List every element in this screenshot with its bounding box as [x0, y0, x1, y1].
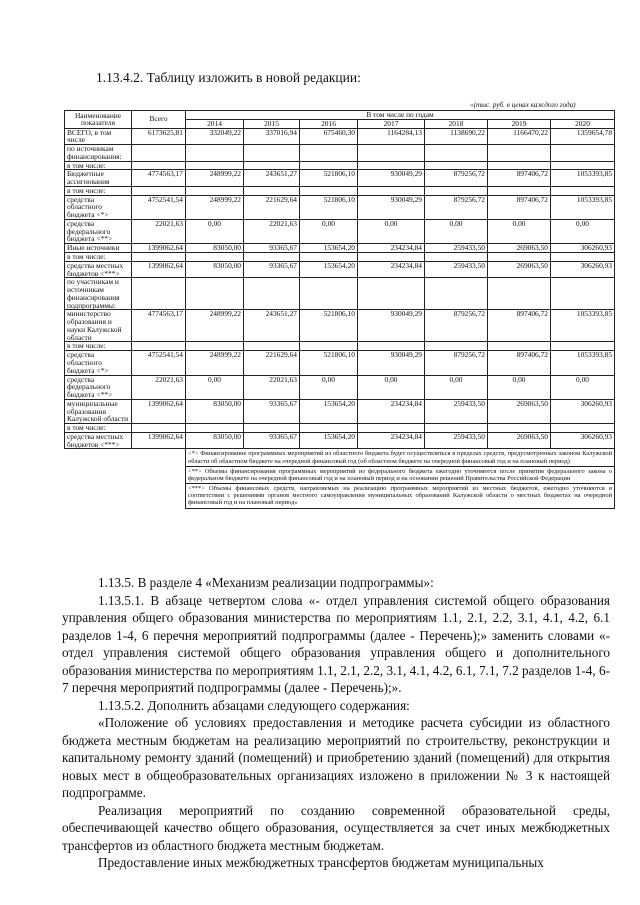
- paragraph: Предоставление иных межбюджетных трансфертов бюджетам муниципальных: [98, 855, 544, 870]
- cell-total: [132, 278, 186, 310]
- cell-value: 153654,20: [300, 399, 358, 423]
- cell-value: [186, 253, 244, 262]
- table-row: [65, 432, 615, 449]
- table-row: [65, 278, 615, 310]
- row-label: по источникам финансирования:: [65, 145, 132, 162]
- row-label: муниципальные образования Калужской области: [65, 399, 132, 423]
- row-label: министерство образования и науки Калужской области: [65, 310, 132, 342]
- table-row: [65, 170, 615, 187]
- row-label: средства федерального бюджета <**>: [65, 375, 132, 399]
- cell-value: [425, 253, 488, 262]
- note-spacer: [65, 484, 186, 509]
- cell-value: [358, 186, 425, 195]
- cell-value: [551, 253, 615, 262]
- cell-value: 0,00: [488, 375, 551, 399]
- row-label: в том числе:: [65, 253, 132, 262]
- cell-value: [300, 253, 358, 262]
- cell-total: 22021,63: [132, 219, 186, 243]
- cell-total: 6173625,81: [132, 128, 186, 145]
- cell-total: 4774563,17: [132, 310, 186, 342]
- footnote: <***> Объемы финансовых средств, направляемых на реализацию программных мероприятий из местных бюджетов, ежегодно уточняются в соответствии с решениями органов местного самоуправления муниципальных образований Калужской области о местных бюджетах на очередной финансовый год и на плановый период»: [186, 484, 615, 509]
- cell-value: 1359654,78: [551, 128, 615, 145]
- table-row: [65, 128, 615, 145]
- cell-value: 93365,67: [244, 432, 300, 449]
- cell-value: 0,00: [358, 375, 425, 399]
- body-text: [62, 574, 610, 872]
- cell-value: 930049,29: [358, 195, 425, 219]
- cell-value: 879256,72: [425, 195, 488, 219]
- cell-total: 22021,63: [132, 375, 186, 399]
- cell-value: 521806,10: [300, 351, 358, 375]
- table-row: [65, 145, 615, 162]
- cell-value: 234234,84: [358, 432, 425, 449]
- cell-value: 248999,22: [186, 195, 244, 219]
- cell-value: 879256,72: [425, 351, 488, 375]
- cell-value: 1138690,22: [425, 128, 488, 145]
- cell-value: 1164284,13: [358, 128, 425, 145]
- table-body: [65, 128, 615, 508]
- cell-value: [551, 186, 615, 195]
- table-row: [65, 219, 615, 243]
- table-row: [65, 399, 615, 423]
- cell-value: [244, 186, 300, 195]
- paragraph: 1.13.5.2. Дополнить абзацами следующего содержания:: [98, 697, 410, 713]
- cell-value: 153654,20: [300, 244, 358, 253]
- paragraph: 1.13.5. В разделе 4 «Механизм реализации подпрограммы»:: [98, 575, 434, 590]
- cell-value: 930049,29: [358, 310, 425, 342]
- cell-value: 0,00: [186, 219, 244, 243]
- cell-value: 269063,50: [488, 244, 551, 253]
- cell-value: 879256,72: [425, 170, 488, 187]
- cell-value: 22021,63: [244, 375, 300, 399]
- cell-value: 234234,84: [358, 399, 425, 423]
- cell-value: 521806,10: [300, 170, 358, 187]
- row-label: ВСЕГО, в том числе: [65, 128, 132, 145]
- cell-value: [488, 253, 551, 262]
- header-total: Всего: [132, 111, 186, 129]
- cell-value: [425, 145, 488, 162]
- cell-value: 259433,50: [425, 399, 488, 423]
- cell-value: 259433,50: [425, 244, 488, 253]
- header-year: 2015: [244, 119, 300, 128]
- row-label: в том числе:: [65, 342, 132, 351]
- cell-value: 0,00: [488, 219, 551, 243]
- header-name: Наименование показателя: [65, 111, 132, 129]
- row-label: средства местных бюджетов <***>: [65, 261, 132, 278]
- cell-value: [186, 278, 244, 310]
- cell-total: 1399062,64: [132, 399, 186, 423]
- note-spacer: [65, 449, 186, 466]
- note-spacer: [65, 466, 186, 483]
- cell-value: 306260,93: [551, 261, 615, 278]
- cell-value: 83050,00: [186, 244, 244, 253]
- table-row: [65, 310, 615, 342]
- cell-value: 248999,22: [186, 310, 244, 342]
- cell-total: [132, 145, 186, 162]
- cell-total: 1399062,64: [132, 432, 186, 449]
- paragraph: Реализация мероприятий по созданию современной образовательной среды, обеспечивающей качество общего образования, осуществляется за счет иных межбюджетных трансфертов из областного бюджета местным бюджетам.: [62, 802, 610, 853]
- row-label: средства областного бюджета <*>: [65, 351, 132, 375]
- row-label: в том числе:: [65, 424, 132, 433]
- cell-value: 234234,84: [358, 261, 425, 278]
- cell-value: 897406,72: [488, 195, 551, 219]
- cell-value: [186, 186, 244, 195]
- cell-value: 93365,67: [244, 399, 300, 423]
- section-heading: 1.13.4.2. Таблицу изложить в новой редакции:: [96, 70, 361, 85]
- cell-value: [358, 278, 425, 310]
- footnote: <**> Объемы финансирования программных мероприятий из федерального бюджета ежегодно уточняются после принятия федерального закона о федеральном бюджете на очередной финансовый год и на плановый период и на основании решений Правительства Российской Федерации: [186, 466, 615, 483]
- cell-value: 221629,64: [244, 195, 300, 219]
- row-label: в том числе:: [65, 161, 132, 170]
- cell-value: 306260,93: [551, 244, 615, 253]
- header-year: 2019: [488, 119, 551, 128]
- cell-value: 22021,63: [244, 219, 300, 243]
- header-year: 2020: [551, 119, 615, 128]
- cell-value: [300, 186, 358, 195]
- cell-value: 0,00: [425, 219, 488, 243]
- cell-value: 93365,67: [244, 261, 300, 278]
- cell-value: 306260,93: [551, 432, 615, 449]
- cell-value: 337016,94: [244, 128, 300, 145]
- cell-value: 248999,22: [186, 351, 244, 375]
- table-row: [65, 351, 615, 375]
- cell-total: 4752541,54: [132, 351, 186, 375]
- cell-value: 675460,30: [300, 128, 358, 145]
- cell-value: 879256,72: [425, 310, 488, 342]
- cell-value: 259433,50: [425, 432, 488, 449]
- header-year: 2018: [425, 119, 488, 128]
- cell-value: 269063,50: [488, 399, 551, 423]
- cell-value: 930049,29: [358, 351, 425, 375]
- cell-value: 897406,72: [488, 310, 551, 342]
- cell-value: [358, 253, 425, 262]
- cell-value: [244, 253, 300, 262]
- cell-value: 1053393,85: [551, 310, 615, 342]
- cell-value: 1053393,85: [551, 170, 615, 187]
- cell-value: 0,00: [425, 375, 488, 399]
- cell-value: 221629,64: [244, 351, 300, 375]
- table-row: [65, 261, 615, 278]
- header-year: 2014: [186, 119, 244, 128]
- cell-value: 521806,10: [300, 310, 358, 342]
- cell-value: 1053393,85: [551, 351, 615, 375]
- table-row: [65, 195, 615, 219]
- table-row: [65, 186, 615, 195]
- cell-value: 269063,50: [488, 261, 551, 278]
- cell-value: 269063,50: [488, 432, 551, 449]
- cell-value: 243651,27: [244, 170, 300, 187]
- paragraph: «Положение об условиях предоставления и методике расчета субсидии из областного бюджета местным бюджетам на реализацию мероприятий по строительству, реконструкции и капитальному ремонту зданий (помещений) и приобретению зданий (помещений) для открытия новых мест в общеобразовательных организациях изложено в приложении № 3 к настоящей подпрограмме.: [62, 715, 610, 800]
- cell-value: 243651,27: [244, 310, 300, 342]
- note-row: [65, 484, 615, 509]
- cell-value: [244, 145, 300, 162]
- cell-value: 897406,72: [488, 351, 551, 375]
- row-label: Бюджетные ассигнования: [65, 170, 132, 187]
- note-row: [65, 466, 615, 483]
- cell-value: 332049,22: [186, 128, 244, 145]
- cell-value: 83050,00: [186, 432, 244, 449]
- paragraph: 1.13.5.1. В абзаце четвертом слова «- отдел управления системой общего образования управления общего образования министерства по мероприятиям 1.1, 2.1, 2.2, 3.1, 4.1, 4.2, 6.1 разделов 1-4, 6 перечня мероприятий подпрограммы (далее - Перечень);» заменить словами «- отдел управления системой общего образования управления общего и дополнительного образования министерства по мероприятиям 1.1, 2.1, 2.2, 3.1, 4.1, 4.2, 6.1, 7.1, 7.2 разделов 1-4, 6-7 перечня мероприятий подпрограммы (далее - Перечень);».: [62, 592, 610, 695]
- cell-value: 897406,72: [488, 170, 551, 187]
- header-years-group: В том числе по годам: [186, 111, 615, 120]
- row-label: в том числе:: [65, 186, 132, 195]
- cell-value: 521806,10: [300, 195, 358, 219]
- cell-value: 306260,93: [551, 399, 615, 423]
- cell-value: 0,00: [300, 375, 358, 399]
- cell-total: 4774563,17: [132, 170, 186, 187]
- cell-value: 259433,50: [425, 261, 488, 278]
- cell-value: 0,00: [186, 375, 244, 399]
- cell-value: [358, 145, 425, 162]
- cell-value: 1166470,22: [488, 128, 551, 145]
- cell-value: [300, 145, 358, 162]
- cell-value: 248999,22: [186, 170, 244, 187]
- cell-value: 0,00: [551, 375, 615, 399]
- cell-value: [186, 145, 244, 162]
- cell-value: 0,00: [300, 219, 358, 243]
- table-row: [65, 375, 615, 399]
- cell-total: 4752541,54: [132, 195, 186, 219]
- cell-value: 930049,29: [358, 170, 425, 187]
- cell-total: [132, 186, 186, 195]
- cell-value: [425, 186, 488, 195]
- note-row: [65, 449, 615, 466]
- cell-value: [300, 278, 358, 310]
- row-label: по участникам и источникам финансирования подпрограммы:: [65, 278, 132, 310]
- cell-value: [244, 278, 300, 310]
- cell-value: [551, 278, 615, 310]
- table-row: [65, 244, 615, 253]
- row-label: средства областного бюджета <*>: [65, 195, 132, 219]
- cell-value: [488, 186, 551, 195]
- cell-value: 0,00: [551, 219, 615, 243]
- cell-value: 234234,84: [358, 244, 425, 253]
- row-label: Иные источники: [65, 244, 132, 253]
- cell-value: [425, 278, 488, 310]
- footnote: <*> Финансирование программных мероприятий из областного бюджета будет осуществляться в пределах средств, предусмотренных законом Калужской области об областном бюджете на очередной финансовый год (об областном бюджете на очередной финансовый год и на плановый период): [186, 449, 615, 466]
- header-year: 2017: [358, 119, 425, 128]
- row-label: средства местных бюджетов <***>: [65, 432, 132, 449]
- cell-total: 1399062,64: [132, 244, 186, 253]
- row-label: средства федерального бюджета <**>: [65, 219, 132, 243]
- header-year: 2016: [300, 119, 358, 128]
- cell-value: 153654,20: [300, 432, 358, 449]
- cell-value: 0,00: [358, 219, 425, 243]
- financing-table: [64, 110, 615, 509]
- cell-value: 1053393,85: [551, 195, 615, 219]
- cell-total: 1399062,64: [132, 261, 186, 278]
- cell-value: 83050,00: [186, 261, 244, 278]
- units-note: «(тыс. руб. в ценах каждого года): [470, 101, 576, 109]
- cell-value: 153654,20: [300, 261, 358, 278]
- cell-value: [551, 145, 615, 162]
- cell-value: [488, 278, 551, 310]
- cell-value: [488, 145, 551, 162]
- cell-value: 93365,67: [244, 244, 300, 253]
- cell-value: 83050,00: [186, 399, 244, 423]
- cell-total: [132, 253, 186, 262]
- table-row: [65, 253, 615, 262]
